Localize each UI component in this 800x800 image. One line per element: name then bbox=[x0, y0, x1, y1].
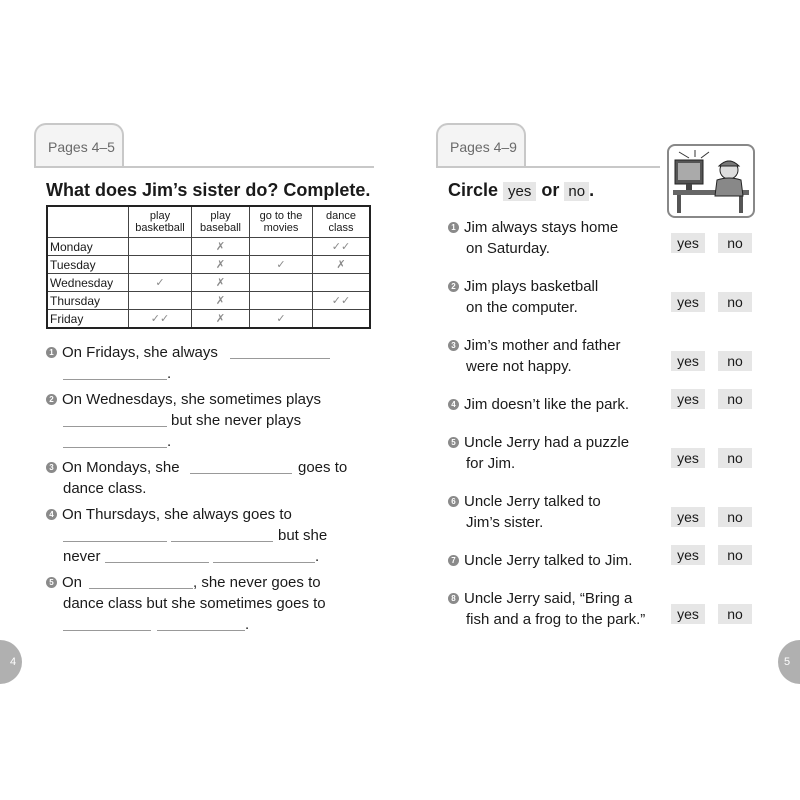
item-line-1: Jim doesn’t like the park. bbox=[464, 396, 630, 413]
right-item-2 bbox=[448, 276, 598, 318]
item-line-1: Jim plays basketball bbox=[464, 278, 599, 295]
table-mark-cell bbox=[250, 292, 313, 310]
left-heading: What does Jim’s sister do? Complete. bbox=[46, 180, 371, 200]
table-mark-cell bbox=[129, 238, 192, 256]
table-mark-cell: ✓✓ bbox=[313, 292, 371, 310]
answer-blank[interactable] bbox=[213, 562, 315, 563]
heading-period: . bbox=[589, 180, 595, 200]
item-number-badge: 3 bbox=[46, 462, 57, 473]
item-number-badge: 1 bbox=[46, 347, 57, 358]
item-text: On Thursdays, she always goes to bbox=[62, 506, 292, 523]
item-text: On Wednesdays, she sometimes plays bbox=[62, 391, 322, 408]
answer-blank[interactable] bbox=[63, 447, 167, 448]
table-row bbox=[47, 310, 370, 329]
heading-circle-text: Circle bbox=[448, 180, 499, 200]
right-tab-divider bbox=[436, 166, 660, 168]
table-day-cell: Monday bbox=[47, 238, 129, 256]
answer-blank[interactable] bbox=[89, 588, 193, 589]
right-item-1 bbox=[448, 217, 618, 259]
table-mark-cell: ✗ bbox=[313, 256, 371, 274]
answer-blank[interactable] bbox=[63, 426, 167, 427]
answer-blank[interactable] bbox=[63, 379, 167, 380]
item-line-1: Uncle Jerry had a puzzle bbox=[464, 434, 630, 451]
item-text: but she bbox=[278, 527, 328, 544]
item-text: , she never goes to bbox=[193, 574, 321, 591]
table-day-cell: Thursday bbox=[47, 292, 129, 310]
left-page-number: 4 bbox=[0, 640, 22, 684]
yes-option[interactable]: yes bbox=[671, 545, 705, 565]
left-item-4 bbox=[46, 504, 292, 525]
item-number-badge: 2 bbox=[448, 281, 459, 292]
table-mark-cell: ✗ bbox=[192, 256, 250, 274]
answer-blank[interactable] bbox=[63, 630, 151, 631]
table-row bbox=[47, 256, 370, 274]
item-text-end: . bbox=[315, 548, 320, 565]
left-item-3 bbox=[46, 457, 180, 478]
yes-option[interactable]: yes bbox=[671, 604, 705, 624]
left-page-tab-label: Pages 4–5 bbox=[48, 139, 115, 155]
table-mark-cell: ✗ bbox=[192, 310, 250, 329]
no-option[interactable]: no bbox=[718, 292, 752, 312]
schedule-table bbox=[46, 205, 371, 329]
boy-at-computer-illustration bbox=[667, 144, 755, 218]
table-header-baseball: play baseball bbox=[192, 206, 250, 238]
table-day-cell: Wednesday bbox=[47, 274, 129, 292]
right-page-tab-label: Pages 4–9 bbox=[450, 139, 517, 155]
item-number-badge: 6 bbox=[448, 496, 459, 507]
item-text: On Fridays, she always bbox=[62, 344, 218, 361]
no-option[interactable]: no bbox=[718, 545, 752, 565]
item-text-end: . bbox=[167, 365, 172, 382]
answer-blank[interactable] bbox=[157, 630, 245, 631]
table-mark-cell: ✗ bbox=[192, 292, 250, 310]
yes-option[interactable]: yes bbox=[671, 233, 705, 253]
item-text: dance class. bbox=[63, 480, 147, 497]
answer-blank[interactable] bbox=[230, 358, 330, 359]
item-number-badge: 5 bbox=[448, 437, 459, 448]
item-line-1: Uncle Jerry talked to Jim. bbox=[464, 552, 633, 569]
no-option[interactable]: no bbox=[718, 507, 752, 527]
item-line-2: on Saturday. bbox=[466, 240, 550, 257]
yes-option[interactable]: yes bbox=[671, 351, 705, 371]
item-number-badge: 4 bbox=[46, 509, 57, 520]
table-mark-cell bbox=[250, 238, 313, 256]
item-line-1: Uncle Jerry said, “Bring a bbox=[464, 590, 633, 607]
item-number-badge: 2 bbox=[46, 394, 57, 405]
table-header-dance: dance class bbox=[313, 206, 371, 238]
item-text: On Mondays, she bbox=[62, 459, 180, 476]
table-row bbox=[47, 274, 370, 292]
item-line-1: Uncle Jerry talked to bbox=[464, 493, 601, 510]
answer-blank[interactable] bbox=[190, 473, 292, 474]
item-text: but she never plays bbox=[171, 412, 302, 429]
no-option[interactable]: no bbox=[718, 389, 752, 409]
table-row bbox=[47, 238, 370, 256]
left-item-5 bbox=[46, 572, 82, 593]
item-text: goes to bbox=[298, 459, 348, 476]
boy-at-computer-icon bbox=[669, 146, 753, 216]
right-item-4 bbox=[448, 394, 629, 415]
heading-yes-chip: yes bbox=[503, 182, 536, 201]
answer-blank[interactable] bbox=[63, 541, 167, 542]
table-mark-cell: ✓ bbox=[250, 310, 313, 329]
answer-blank[interactable] bbox=[105, 562, 209, 563]
item-line-2: for Jim. bbox=[466, 455, 516, 472]
item-line-2: on the computer. bbox=[466, 299, 578, 316]
table-mark-cell: ✓✓ bbox=[313, 238, 371, 256]
item-line-1: Jim always stays home bbox=[464, 219, 619, 236]
item-line-2: Jim’s sister. bbox=[466, 514, 544, 531]
yes-option[interactable]: yes bbox=[671, 389, 705, 409]
table-day-cell: Friday bbox=[47, 310, 129, 329]
right-item-8 bbox=[448, 588, 645, 630]
yes-option[interactable]: yes bbox=[671, 292, 705, 312]
item-line-1: Jim’s mother and father bbox=[464, 337, 621, 354]
table-row bbox=[47, 292, 370, 310]
table-header-row bbox=[47, 206, 370, 238]
table-mark-cell: ✓ bbox=[129, 274, 192, 292]
table-mark-cell: ✗ bbox=[192, 274, 250, 292]
item-text: dance class but she sometimes goes to bbox=[63, 595, 326, 612]
right-item-6 bbox=[448, 491, 601, 533]
table-day-cell: Tuesday bbox=[47, 256, 129, 274]
table-mark-cell bbox=[129, 292, 192, 310]
yes-option[interactable]: yes bbox=[671, 448, 705, 468]
item-number-badge: 3 bbox=[448, 340, 459, 351]
no-option[interactable]: no bbox=[718, 604, 752, 624]
table-header-movies: go to the movies bbox=[250, 206, 313, 238]
left-tab-divider bbox=[34, 166, 374, 168]
table-mark-cell bbox=[250, 274, 313, 292]
item-line-2: were not happy. bbox=[466, 358, 572, 375]
right-page-tab bbox=[436, 123, 526, 167]
answer-blank[interactable] bbox=[171, 541, 273, 542]
item-number-badge: 8 bbox=[448, 593, 459, 604]
right-item-3 bbox=[448, 335, 620, 377]
left-item-1 bbox=[46, 342, 218, 363]
item-number-badge: 1 bbox=[448, 222, 459, 233]
item-text: never bbox=[63, 548, 101, 565]
item-number-badge: 5 bbox=[46, 577, 57, 588]
right-item-5 bbox=[448, 432, 629, 474]
table-mark-cell: ✗ bbox=[192, 238, 250, 256]
left-page-tab bbox=[34, 123, 124, 167]
right-page-number: 5 bbox=[778, 640, 800, 684]
left-item-2 bbox=[46, 389, 321, 410]
right-heading bbox=[448, 180, 594, 201]
item-text-end: . bbox=[245, 616, 250, 633]
item-text-end: . bbox=[167, 433, 172, 450]
yes-option[interactable]: yes bbox=[671, 507, 705, 527]
item-text: On bbox=[62, 574, 83, 591]
table-mark-cell: ✓✓ bbox=[129, 310, 192, 329]
heading-no-chip: no bbox=[564, 182, 589, 201]
item-number-badge: 7 bbox=[448, 555, 459, 566]
item-number-badge: 4 bbox=[448, 399, 459, 410]
table-mark-cell bbox=[313, 310, 371, 329]
no-option[interactable]: no bbox=[718, 448, 752, 468]
no-option[interactable]: no bbox=[718, 351, 752, 371]
heading-or-text: or bbox=[541, 180, 560, 200]
table-header-basketball: play basketball bbox=[129, 206, 192, 238]
table-mark-cell: ✓ bbox=[250, 256, 313, 274]
table-mark-cell bbox=[313, 274, 371, 292]
right-item-7 bbox=[448, 550, 632, 571]
table-corner-cell bbox=[47, 206, 129, 238]
item-line-2: fish and a frog to the park.” bbox=[466, 611, 646, 628]
no-option[interactable]: no bbox=[718, 233, 752, 253]
table-mark-cell bbox=[129, 256, 192, 274]
